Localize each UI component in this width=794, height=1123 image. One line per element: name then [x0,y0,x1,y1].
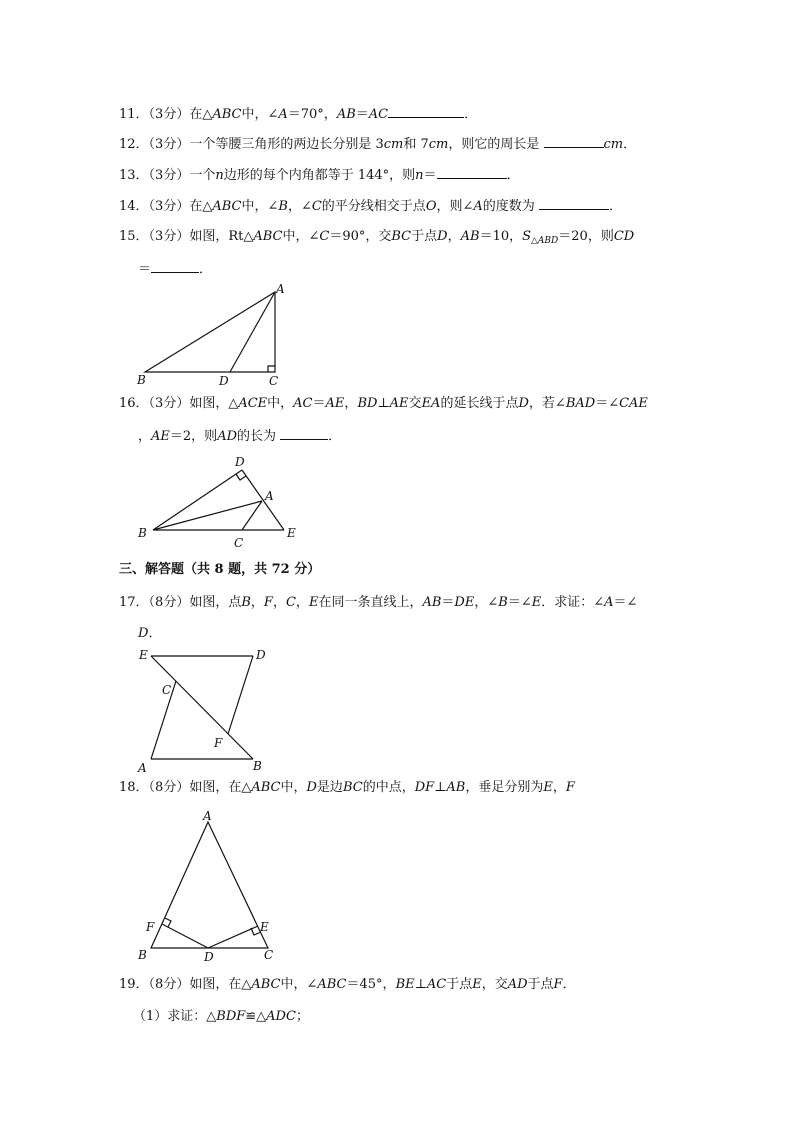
math-var: A [473,199,483,214]
text: 中，∠ [282,229,320,244]
text: 在同一条直线上， [318,595,423,610]
segment-fd [162,924,208,948]
math-var: A [278,107,288,122]
math-var: ABC [212,107,242,122]
math-var: AB [422,595,442,610]
segment-de [208,926,258,948]
math-var: cm [428,137,449,152]
point-label-f: F [214,736,223,750]
math-var: E [308,595,319,610]
point-label-b: B [138,948,147,962]
text: 求证：△ [167,1009,217,1024]
question-number: 16． [119,396,149,411]
text: 的平分线相交于点 [321,199,426,214]
text: 的长为 [237,429,277,444]
point-label-a: A [265,489,274,503]
text: 是边 [316,780,343,795]
text: ， [272,595,286,610]
math-var: ABC [253,229,283,244]
score: （3分） [148,229,190,244]
math-var: AE [151,429,170,444]
math-var: A [604,595,614,610]
text: ． [506,168,520,183]
text: 于点 [527,977,554,992]
math-var: D [437,229,448,244]
sub-question-number: （1） [133,1009,168,1024]
score: （8分） [148,595,190,610]
text: 中，∠ [241,107,279,122]
text: ⊥ [414,977,427,992]
math-var: D [306,780,317,795]
text: 交 [408,396,422,411]
text: ＝ [355,107,369,122]
text: ＝20，则 [558,229,614,244]
math-var: BAD [565,396,596,411]
text: ， [344,396,358,411]
text: ＝90°，交 [329,229,392,244]
point-label-a: A [276,282,285,296]
text: ＝ [138,262,152,277]
question-number: 17． [119,595,149,610]
text: 在△ [189,199,213,214]
text: 中， [267,396,294,411]
text: ，垂足分别为 [465,780,544,795]
text: 一个 [189,168,216,183]
text: 于点 [411,229,438,244]
math-var: BC [342,780,363,795]
point-label-a: A [203,809,212,823]
text: ． [608,199,622,214]
point-label-e: E [287,526,296,540]
math-var: DE [454,595,475,610]
question-number: 11． [119,107,149,122]
score: （8分） [148,977,190,992]
math-var: D [138,626,149,641]
math-var: BD [357,396,378,411]
text: ，∠ [287,199,312,214]
question-number: 19． [119,977,149,992]
point-label-c: C [162,683,172,697]
score: （3分） [148,396,190,411]
text: 中，∠ [280,977,318,992]
text: ＝45°， [346,977,396,992]
text: 的延长线于点 [440,396,519,411]
text: ． [148,626,162,641]
math-var: F [565,780,575,795]
text: 一个等腰三角形的两边长分别是 3 [189,137,384,152]
math-var: B [498,595,508,610]
math-var: n [415,168,424,183]
math-var: ABC [212,199,242,214]
text: 和 7 [403,137,429,152]
math-var: cm [383,137,404,152]
text: ，∠ [474,595,499,610]
text: 如图，Rt△ [189,229,254,244]
text: 如图，在△ [189,780,252,795]
math-var: ADC [266,1009,296,1024]
point-label-d: D [204,950,214,964]
math-var: AD [217,429,237,444]
point-label-d: D [219,374,229,388]
text: ＝2，则 [169,429,218,444]
text: ＝∠ [613,595,638,610]
subscript: △ABD [531,236,559,246]
text: ．求证：∠ [541,595,605,610]
text: ， [295,595,309,610]
text: 于点 [446,977,473,992]
text: ＝ [423,168,437,183]
score: （3分） [148,199,190,214]
math-var: E [472,977,482,992]
text: ≌△ [245,1009,267,1024]
math-var: BE [395,977,415,992]
text: ． [328,429,342,444]
text: 中，∠ [241,199,279,214]
question-number: 14． [119,199,149,214]
math-var: CAE [619,396,648,411]
math-var: F [263,595,273,610]
score: （3分） [148,137,190,152]
point-label-d: D [235,455,245,469]
math-var: E [543,780,553,795]
point-label-f: F [146,920,155,934]
point-label-b: B [138,526,147,540]
math-var: AB [336,107,356,122]
text: ， [552,780,566,795]
section-heading: 三、解答题（共 8 题，共 72 分） [119,562,321,577]
math-var: AE [389,396,409,411]
text: 的中点， [362,780,415,795]
text: ． [562,977,576,992]
question-number: 12． [119,137,149,152]
point-label-e: E [260,920,269,934]
math-var: AC [293,396,313,411]
math-var: BDF [216,1009,246,1024]
text: ，若∠ [528,396,566,411]
math-var: AE [325,396,345,411]
math-var: C [319,229,330,244]
text: 在△ [189,107,213,122]
point-label-b: B [137,373,146,387]
point-label-c: C [264,948,274,962]
math-var: AD [507,977,528,992]
text: ＝70°， [287,107,337,122]
score: （8分） [148,780,190,795]
text: 边形的每个内角都等于 144°，则 [223,168,416,183]
math-var: AB [446,780,466,795]
text: ＝ [312,396,326,411]
question-number: 13． [119,168,149,183]
math-var: AC [368,107,389,122]
score: （3分） [148,168,190,183]
unit: cm [603,137,624,152]
math-var: O [425,199,437,214]
math-var: D [518,396,529,411]
point-label-c: C [234,536,244,550]
text: ⊥ [434,780,447,795]
text: ； [295,1009,309,1024]
text: 中， [280,780,307,795]
text: ⊥ [377,396,390,411]
text: ． [199,262,213,277]
text: ， [447,229,461,244]
question-number: 15． [119,229,149,244]
question-number: 18． [119,780,149,795]
text: ＝ [441,595,455,610]
point-label-a: A [138,761,147,775]
math-var: AB [460,229,480,244]
math-var: F [553,977,563,992]
question-19 [119,976,576,994]
math-var: S [522,229,532,244]
text: ＝∠ [507,595,532,610]
text: 如图，△ [189,396,239,411]
math-var: AC [426,977,447,992]
math-var: ABC [251,780,281,795]
text: 如图，点 [189,595,242,610]
point-label-c: C [269,374,279,388]
math-var: B [278,199,288,214]
math-var: BC [391,229,412,244]
text: ＝∠ [595,396,620,411]
math-var: ABC [317,977,347,992]
math-var: EA [421,396,441,411]
text: ＝10， [479,229,523,244]
question-19-part-1 [133,1008,309,1026]
text: ， [138,429,152,444]
point-label-e: E [139,648,148,662]
math-var: E [531,595,542,610]
text: ． [464,107,478,122]
math-var: CD [613,229,635,244]
text: 如图，在△ [189,977,252,992]
math-var: C [285,595,296,610]
text: ，交 [481,977,508,992]
math-var: ACE [238,396,268,411]
math-var: C [311,199,322,214]
text: 的度数为 [482,199,535,214]
point-label-d: D [256,648,266,662]
point-label-b: B [253,759,262,773]
text: ，则它的周长是 [448,137,540,152]
score: （3分） [148,107,190,122]
text: ， [250,595,264,610]
math-var: DF [414,780,435,795]
text: ． [623,137,637,152]
math-var: B [241,595,251,610]
math-var: n [215,168,224,183]
math-var: ABC [251,977,281,992]
text: ，则∠ [436,199,474,214]
